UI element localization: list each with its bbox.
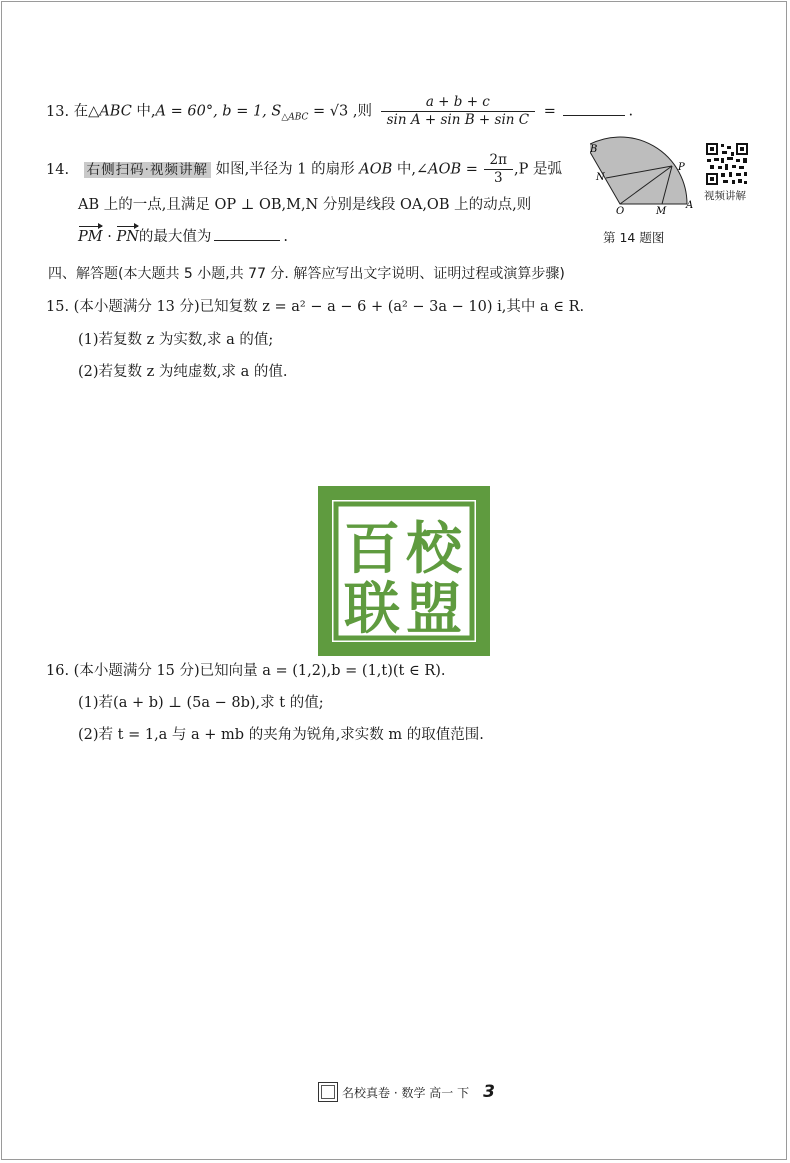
q14-fraction: [484, 152, 513, 187]
q15-part-1: (1)若复数 z 为实数,求 a 的值;: [78, 332, 274, 348]
q16-stem-text: (本小题满分 15 分)已知向量 a = (1,2),b = (1,t)(t ∈ R).: [73, 663, 446, 679]
label-m: M: [656, 206, 667, 217]
q14-fraction-numerator: 2π: [489, 152, 507, 168]
q13-conditions: A = 60°, b = 1, S: [155, 103, 282, 120]
page-footer: [318, 1082, 495, 1102]
stamp-char-4: 盟: [406, 577, 462, 642]
q13-answer-blank[interactable]: [563, 101, 625, 116]
qr-code-label: 视频讲解: [704, 190, 746, 202]
question-15-stem: [46, 297, 584, 317]
q15-part-2: (2)若复数 z 为纯虚数,求 a 的值.: [78, 364, 288, 380]
q14-line3: 的最大值为: [138, 229, 212, 245]
question-14-line-3: [78, 226, 288, 247]
stamp-char-2: 校: [406, 517, 462, 582]
q14-answer-blank[interactable]: [214, 226, 280, 241]
q13-equals: =: [543, 103, 556, 120]
q14-dot: ·: [102, 229, 117, 245]
stamp-char-3: 联: [344, 577, 400, 642]
label-a: A: [686, 200, 694, 211]
q13-text-b: 中,: [131, 103, 156, 120]
q13-subscript: △ABC: [281, 112, 309, 123]
footer-logo-icon: [318, 1082, 338, 1102]
q14-vector-pn: PN: [116, 229, 139, 245]
q16-number: 16.: [46, 663, 70, 679]
question-14-line-2: [78, 195, 531, 215]
q14-figure: [590, 136, 700, 218]
stamp-char-1: 百: [344, 517, 400, 582]
stamp-logo: [318, 486, 490, 656]
q13-number: 13.: [46, 103, 70, 120]
question-16-stem: [46, 661, 446, 681]
q14-figure-caption: 第 14 题图: [603, 230, 665, 245]
section-4-heading: 四、解答题(本大题共 5 小题,共 77 分. 解答应写出文字说明、证明过程或演算步骤): [48, 266, 565, 282]
q15-stem-text: (本小题满分 13 分)已知复数 z = a² − a − 6 + (a² − 3a − 10) i,其中 a ∈ R.: [73, 299, 585, 315]
q14-angle-name: AOB: [428, 161, 462, 178]
label-n: N: [596, 172, 605, 183]
q14-number: 14.: [46, 161, 70, 178]
q16-part-2: (2)若 t = 1,a 与 a + mb 的夹角为锐角,求实数 m 的取值范围.: [78, 727, 484, 743]
sector-shape: [590, 137, 687, 204]
q13-end: .: [628, 103, 634, 120]
q15-number: 15.: [46, 299, 70, 315]
label-p: P: [678, 162, 685, 173]
q14-video-tag[interactable]: 右侧扫码·视频讲解: [84, 162, 211, 178]
q14-line2: AB 上的一点,且满足 OP ⊥ OB,M,N 分别是线段 OA,OB 上的动点,则: [78, 197, 532, 213]
label-b: B: [590, 144, 598, 155]
question-13: [46, 94, 633, 129]
q13-conditions-2: = √3 ,则: [308, 103, 372, 120]
page-number: 3: [483, 1082, 495, 1102]
q14-vector-pm: PM: [78, 229, 103, 245]
q14-sector-name: AOB: [359, 161, 393, 178]
q13-triangle: ABC: [99, 103, 132, 120]
q13-fraction-numerator: a + b + c: [425, 94, 490, 110]
q14-fraction-denominator: 3: [484, 169, 513, 187]
q14-line1-c: =: [461, 161, 483, 178]
q14-line1-b: 中,∠: [392, 161, 429, 178]
label-o: O: [616, 206, 625, 217]
q14-line1-d: ,P 是弧: [514, 161, 562, 178]
q16-part-1: (1)若(a + b) ⊥ (5a − 8b),求 t 的值;: [78, 695, 324, 711]
q13-fraction-denominator: sin A + sin B + sin C: [381, 111, 535, 129]
footer-text: 名校真卷 · 数学 高一 下: [342, 1085, 470, 1100]
q14-end: .: [283, 229, 288, 245]
qr-code-icon[interactable]: [705, 142, 749, 186]
q13-text-a: 在△: [73, 103, 100, 120]
q13-fraction: [381, 94, 535, 129]
question-14-line-1: [46, 152, 562, 187]
q14-line1-a: 如图,半径为 1 的扇形: [210, 161, 360, 178]
